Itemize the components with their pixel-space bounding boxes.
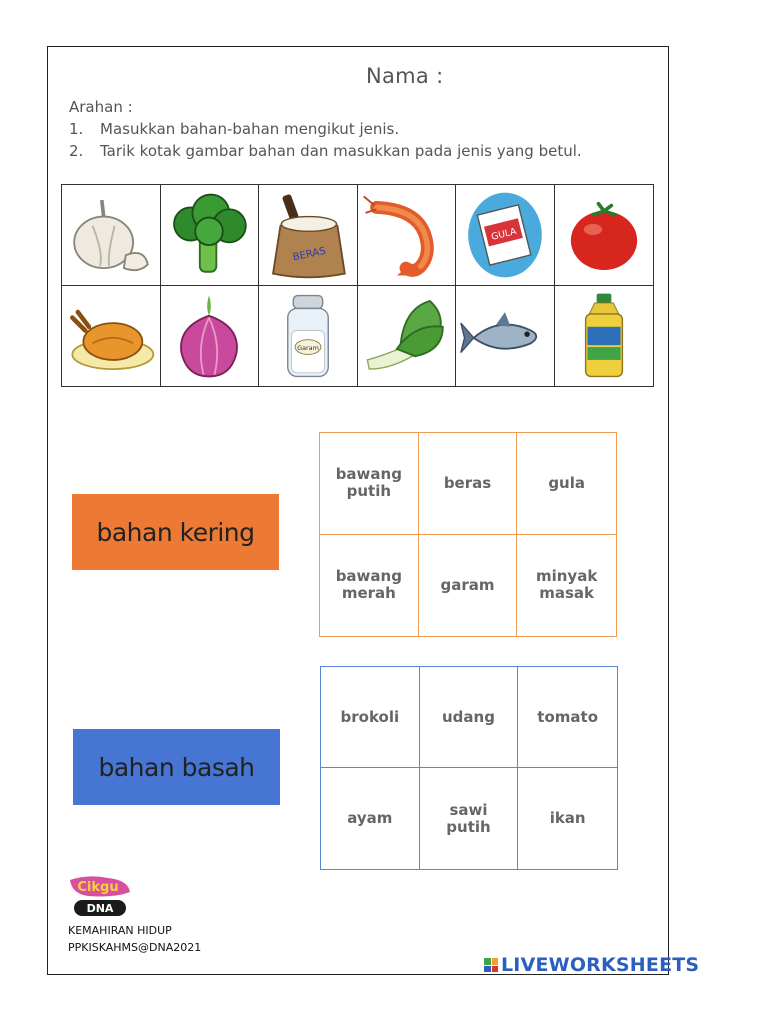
rice-sack-label: BERAS [291,245,327,264]
pak-choi-icon [360,290,452,382]
drop-cell[interactable]: bawang putih [320,433,419,535]
picture-cell-broccoli[interactable] [161,185,260,286]
drop-cell[interactable]: beras [419,433,518,535]
brand-text: LIVEWORKSHEETS [501,954,700,976]
instruction-number: 1. [69,120,84,138]
picture-cell-garlic[interactable] [62,185,161,286]
drop-cell[interactable]: gula [517,433,616,535]
drop-cell[interactable]: garam [419,535,518,637]
broccoli-icon [163,189,255,281]
footer-subject: KEMAHIRAN HIDUP [68,924,172,937]
logo-bottom-text: DNA [86,902,114,915]
picture-cell-salt[interactable] [259,286,358,387]
salt-shaker-label: Garam [296,343,319,352]
sugar-bag-icon [459,189,551,281]
footer [68,922,201,956]
sugar-bag-label: GULA [489,225,518,243]
category-dry-label: bahan kering [72,494,279,570]
picture-grid [61,184,654,387]
picture-cell-tomato[interactable] [555,185,654,286]
rice-sack-icon [262,189,354,281]
tomato-icon [558,189,650,281]
liveworksheets-icon [484,958,498,972]
drop-cell[interactable]: ayam [321,768,420,869]
category-wet-label: bahan basah [73,729,280,805]
picture-cell-sugar[interactable] [456,185,555,286]
wet-answer-grid [320,666,618,870]
drop-cell[interactable]: tomato [518,667,617,768]
drop-cell[interactable]: sawi putih [420,768,519,869]
dry-answer-grid [319,432,617,637]
instruction-text: Masukkan bahan-bahan mengikut jenis. [100,120,400,138]
instruction-number: 2. [69,142,84,160]
liveworksheets-brand[interactable] [484,954,699,976]
drop-cell[interactable]: udang [420,667,519,768]
drop-cell[interactable]: brokoli [321,667,420,768]
onion-icon [163,290,255,382]
garlic-icon [65,189,157,281]
instruction-item [69,118,582,140]
drop-cell[interactable]: ikan [549,809,586,827]
roast-chicken-icon [65,290,157,382]
picture-cell-fish[interactable] [456,286,555,387]
fish-icon [459,290,551,382]
instructions [69,96,582,162]
instructions-title: Arahan : [69,98,133,116]
picture-cell-oil[interactable] [555,286,654,387]
picture-cell-onion[interactable] [161,286,260,387]
salt-shaker-icon [262,290,354,382]
cikgu-dna-logo [68,874,134,924]
name-label: Nama : [366,64,444,88]
picture-cell-shrimp[interactable] [358,185,457,286]
picture-cell-rice[interactable] [259,185,358,286]
drop-cell[interactable]: minyak masak [535,567,598,603]
logo-top-text: Cikgu [77,880,119,895]
footer-credit: PPKISKAHMS@DNA2021 [68,941,202,954]
instruction-text: Tarik kotak gambar bahan dan masukkan pada jenis yang betul. [100,142,582,160]
picture-cell-pakchoi[interactable] [358,286,457,387]
shrimp-icon [360,189,452,281]
cooking-oil-icon [558,290,650,382]
instruction-item [69,140,582,162]
picture-cell-chicken[interactable] [62,286,161,387]
drop-cell[interactable]: bawang merah [320,535,419,637]
